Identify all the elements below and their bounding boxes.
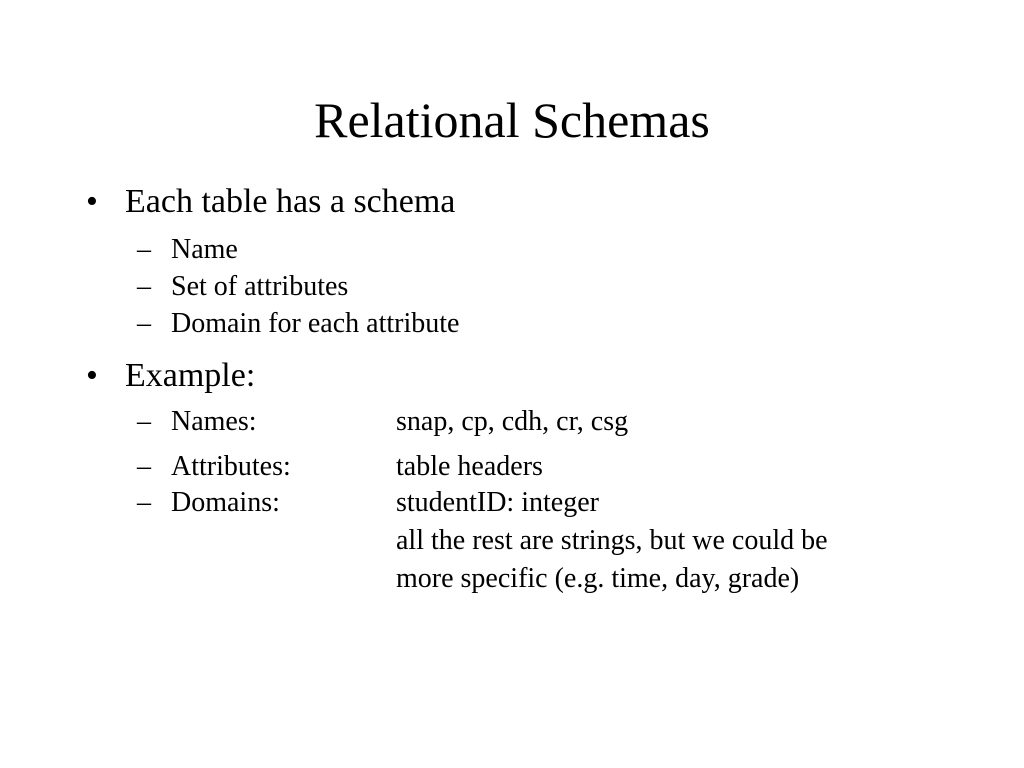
sub-bullet-value: table headers: [396, 451, 543, 482]
sub-bullet-label: Domains:: [171, 487, 280, 518]
sub-bullet-item: [137, 233, 238, 267]
dash-marker: –: [137, 308, 151, 339]
dash-marker: –: [137, 487, 151, 518]
bullet-item: [86, 356, 255, 396]
sub-bullet-label: Names:: [171, 406, 257, 437]
slide-title: Relational Schemas: [314, 92, 710, 148]
sub-bullet-item: [137, 307, 459, 341]
bullet-text: Example:: [125, 357, 256, 394]
sub-bullet-item: [137, 486, 280, 520]
continuation-line: all the rest are strings, but we could be: [396, 525, 828, 556]
bullet-marker: •: [86, 183, 98, 220]
bullet-item: [86, 182, 455, 222]
dash-marker: –: [137, 406, 151, 437]
sub-bullet-text: Name: [171, 234, 238, 265]
sub-bullet-text: Domain for each attribute: [171, 308, 460, 339]
bullet-text: Each table has a schema: [125, 183, 456, 220]
dash-marker: –: [137, 451, 151, 482]
sub-bullet-text: Set of attributes: [171, 271, 349, 302]
continuation-line: more specific (e.g. time, day, grade): [396, 563, 800, 594]
bullet-marker: •: [86, 357, 98, 394]
sub-bullet-item: [137, 450, 291, 484]
sub-bullet-value: studentID: integer: [396, 487, 599, 518]
sub-bullet-label: Attributes:: [171, 451, 291, 482]
sub-bullet-value: snap, cp, cdh, cr, csg: [396, 406, 629, 437]
sub-bullet-item: [137, 270, 348, 304]
sub-bullet-item: [137, 405, 257, 439]
dash-marker: –: [137, 234, 151, 265]
dash-marker: –: [137, 271, 151, 302]
